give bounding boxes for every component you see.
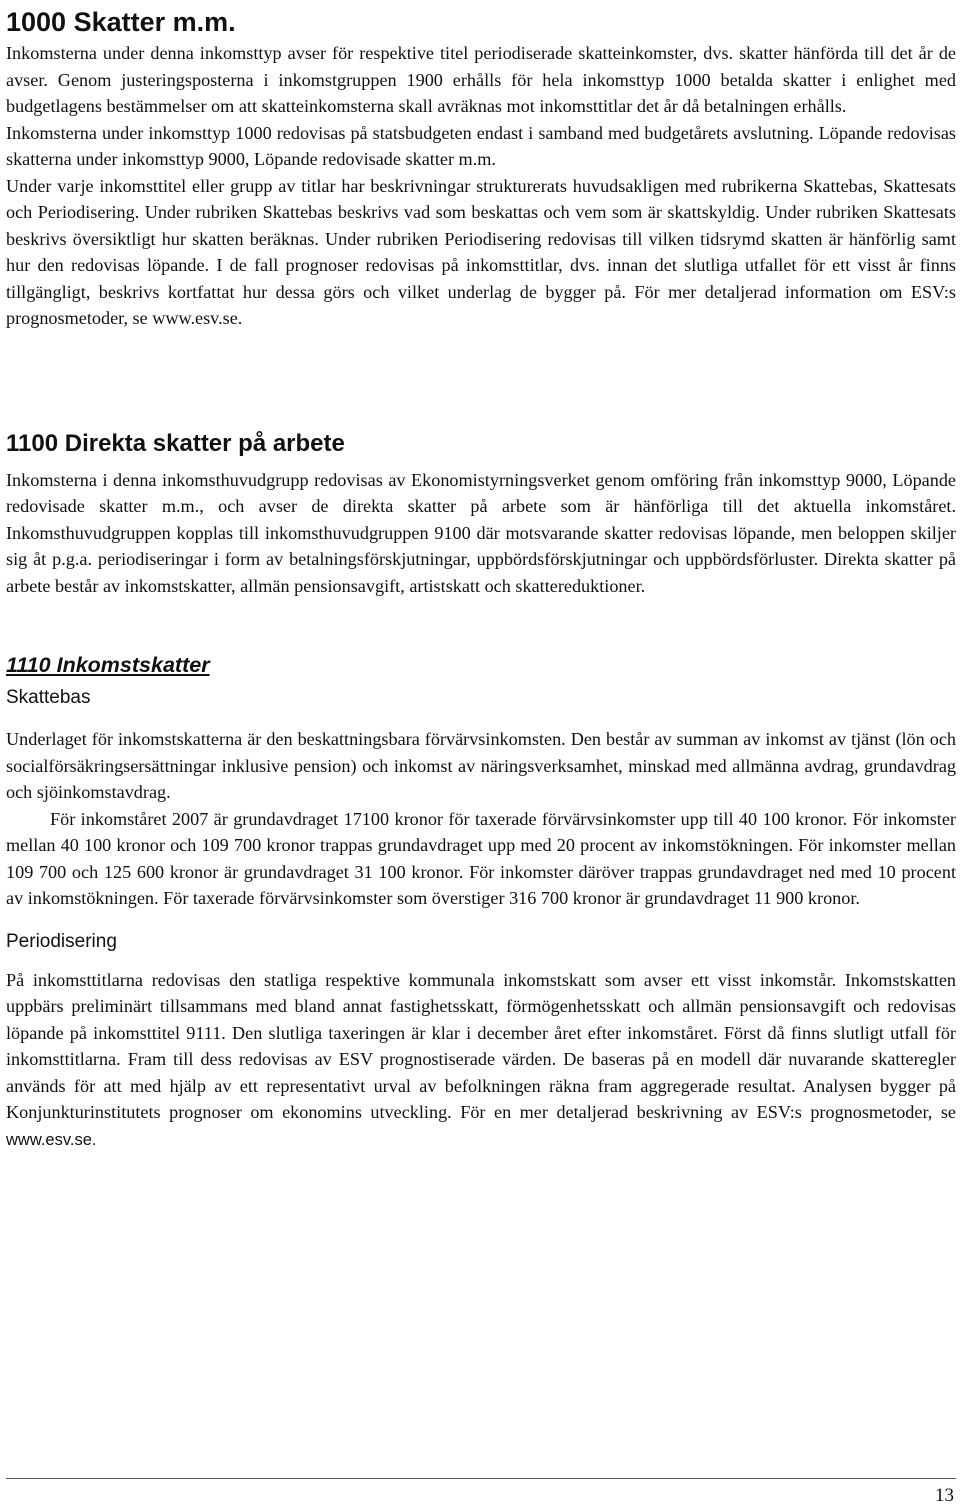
footer-divider — [6, 1478, 956, 1479]
esv-website-link[interactable]: www.esv.se. — [6, 1130, 97, 1149]
document-page — [6, 0, 956, 1153]
skattebas-paragraph-2: För inkomståret 2007 är grundavdraget 17100 kronor för taxerade förvärvsinkomster upp till 40 100 kronor. För inkomster mellan 40 100 kronor och 109 700 kronor trappas grundavdraget upp med 20 procent av inkomstökningen. För inkomster mellan 109 700 och 125 600 kronor är grundavdraget 31 100 kronor. För inkomster däröver trappas grundavdraget ned med 10 procent av inkomstökningen. För taxerade förvärvsinkomster som överstiger 316 700 kronor är grundavdraget 11 900 kronor. — [6, 808, 956, 908]
periodisering-paragraph — [6, 967, 956, 1154]
section-1100-paragraph: Inkomsterna i denna inkomsthuvudgrupp redovisas av Ekonomistyrningsverket genom omföring från inkomsttyp 9000, Löpande redovisade skatter m.m., och avser de direkta skatter på arbete som är hänförliga till det aktuella inkomståret. Inkomsthuvudgruppen kopplas till inkomsthuvudgruppen 9100 där motsvarande skatter redovisas löpande, men beloppen skiljer sig åt p.g.a. periodiseringar i form av betalningsförskjutningar, uppbördsförskjutningar och uppbördsförluster. Direkta skatter på arbete består av inkomstskatter, allmän pensionsavgift, artistskatt och skattereduktioner. — [6, 469, 956, 596]
section-1100-heading: 1100 Direkta skatter på arbete — [6, 429, 345, 457]
skattebas-paragraph-1: Underlaget för inkomstskatterna är den beskattningsbara förvärvsinkomsten. Den består av summan av inkomst av tjänst (lön och socialförsäkringsersättningar inklusive pension) och inkomst av näringsverksamhet, minskad med allmänna avdrag, grundavdrag och sjöinkomstavdrag. — [6, 729, 956, 802]
section-1110-heading: 1110 Inkomstskatter — [6, 653, 210, 677]
section-1000-paragraph-2: Inkomsterna under inkomsttyp 1000 redovisas på statsbudgeten endast i samband med budgetårets avslutning. Löpande redovisas skatterna under inkomsttyp 9000, Löpande redovisade skatter m.m. — [6, 122, 956, 169]
section-1000-paragraph-1: Inkomsterna under denna inkomsttyp avser för respektive titel periodiserade skatteinkomster, dvs. skatter hänförda till det år de avser. Genom justeringsposterna i inkomstgruppen 1900 erhålls för hela inkomsttyp 1000 betalda skatter i enlighet med budgetlagens bestämmelser om att skatteinkomsterna skall avräknas mot inkomsttitlar det år då betalningen erhålls. — [6, 43, 956, 116]
skattebas-heading: Skattebas — [6, 687, 91, 708]
section-1000-heading: 1000 Skatter m.m. — [6, 7, 236, 37]
section-1000-paragraph-3: Under varje inkomsttitel eller grupp av titlar har beskrivningar strukturerats huvudsakligen med rubrikerna Skattebas, Skattesats och Periodisering. Under rubriken Skattebas beskrivs vad som beskattas och vem som är skattskyldig. Under rubriken Skattesats beskrivs översiktligt hur skatten beräknas. Under rubriken Periodisering redovisas till vilken tidsrymd skatten är hänförlig samt hur den redovisas löpande. I de fall prognoser redovisas på inkomsttitlar, dvs. innan det slutliga utfallet för ett visst år finns tillgängligt, beskrivs kortfattat hur dessa görs och vilket underlag de bygger på. För mer detaljerad information om ESV:s prognosmetoder, se www.esv.se. — [6, 175, 956, 328]
periodisering-heading: Periodisering — [6, 930, 117, 952]
periodisering-paragraph-text: På inkomsttitlarna redovisas den statliga respektive kommunala inkomstskatt som avser ett visst inkomstår. Inkomstskatten uppbärs preliminärt tillsammans med bland annat fastighetsskatt, förmögenhetsskatt och allmän pensionsavgift och redovisas löpande på inkomsttitel 9111. Den slutliga taxeringen är klar i december året efter inkomståret. Först då finns slutligt utfall för inkomsttitlarna. Fram till dess redovisas av ESV prognostiserade värden. De baseras på en modell där nuvarande skatteregler används för att med hjälp av ett representativt urval av befolkningen räkna fram aggregerade resultat. Analysen bygger på Konjunkturinstitutets prognoser om ekonomins utveckling. För en mer detaljerad beskrivning av ESV:s prognosmetoder, se — [6, 969, 956, 1122]
page-number: 13 — [935, 1485, 954, 1506]
